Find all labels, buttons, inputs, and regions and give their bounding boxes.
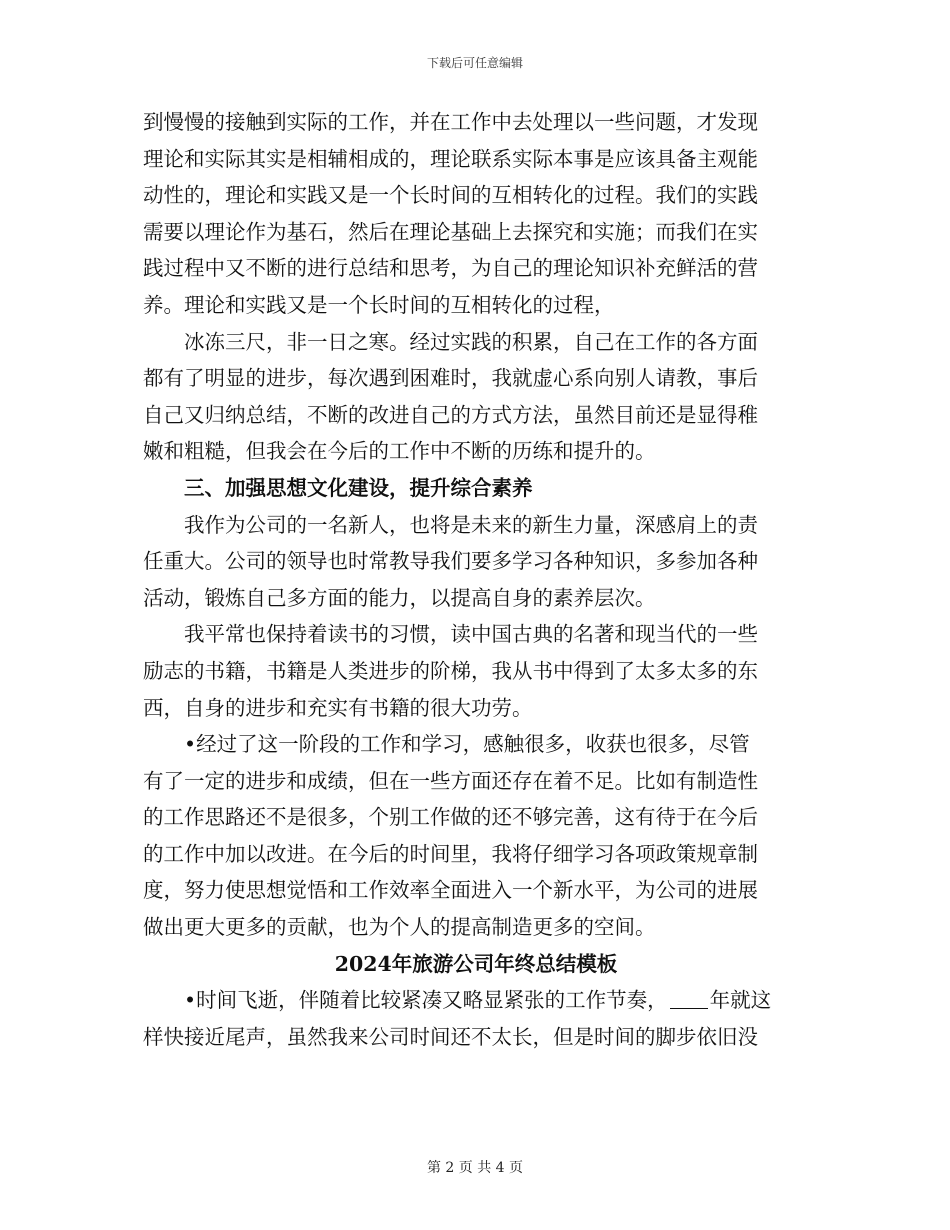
- text-line: 都有了明显的进步，每次遇到困难时，我就虚心系向别人请教，事后: [143, 366, 758, 391]
- text-line: 活动，锻炼自己多方面的能力，以提高自身的素养层次。: [143, 585, 656, 610]
- text-line: 的工作思路还不是很多，个别工作做的还不够完善，这有待于在今后: [143, 805, 758, 830]
- text-line: 样快接近尾声，虽然我来公司时间还不太长，但是时间的脚步依旧没: [143, 1024, 758, 1049]
- text-line: 度，努力使思想觉悟和工作效率全面进入一个新水平，为公司的进展: [143, 878, 758, 903]
- text-line: 嫩和粗糙，但我会在今后的工作中不断的历练和提升的。: [143, 439, 656, 464]
- paragraph-time-flies: [143, 982, 809, 1055]
- paragraph-summary: [143, 726, 809, 946]
- text-line: [143, 982, 809, 1019]
- text-line: 理论和实际其实是相辅相成的，理论联系实际本事是应该具备主观能: [143, 146, 758, 171]
- document-body: [143, 104, 809, 1055]
- page-footer: 第 2 页 共 4 页: [426, 1160, 524, 1176]
- page-header: 下载后可任意编辑: [426, 56, 523, 70]
- text-line: 做出更大更多的贡献，也为个人的提高制造更多的空间。: [143, 915, 656, 940]
- text-line: 励志的书籍，书籍是人类进步的阶梯，我从书中得到了太多太多的东: [143, 658, 758, 683]
- paragraph-accumulation: [143, 324, 809, 470]
- text-line: 有了一定的进步和成绩，但在一些方面还存在着不足。比如有制造性: [143, 768, 758, 793]
- text-segment: •时间飞逝，伴随着比较紧凑又略显紧张的工作节奏，: [184, 988, 668, 1013]
- text-line: 践过程中又不断的进行总结和思考，为自己的理论知识补充鲜活的营: [143, 256, 758, 281]
- text-segment: 年就这: [709, 988, 772, 1013]
- text-line: 养。理论和实践又是一个长时间的互相转化的过程，: [143, 292, 615, 317]
- paragraph-new-member: [143, 507, 809, 617]
- text-line: 我平常也保持着读书的习惯，读中国古典的名著和现当代的一些: [184, 622, 758, 647]
- text-line: 到慢慢的接触到实际的工作，并在工作中去处理以一些问题，才发现: [143, 110, 758, 134]
- text-line: 需要以理论作为基石，然后在理论基础上去探究和实施；而我们在实: [143, 219, 758, 244]
- paragraph-reading: [143, 616, 809, 726]
- section-heading: 三、加强思想文化建设，提升综合素养: [184, 475, 533, 500]
- text-line: 任重大。公司的领导也时常教导我们要多学习各种知识，多参加各种: [143, 549, 758, 574]
- text-line: 西，自身的进步和充实有书籍的很大功劳。: [143, 695, 533, 720]
- text-line: 我作为公司的一名新人，也将是未来的新生力量，深感肩上的责: [184, 512, 758, 537]
- text-line: 冰冻三尺，非一日之寒。经过实践的积累，自己在工作的各方面: [184, 329, 758, 354]
- paragraph-theory-practice: [143, 104, 809, 324]
- text-line: 的工作中加以改进。在今后的时间里，我将仔细学习各项政策规章制: [143, 841, 758, 866]
- text-line: 动性的，理论和实践又是一个长时间的互相转化的过程。我们的实践: [143, 183, 758, 208]
- document-title: 2024年旅游公司年终总结模板: [334, 951, 618, 976]
- text-line: •经过了这一阶段的工作和学习，感触很多，收获也很多，尽管: [184, 732, 750, 757]
- fill-in-blank: [670, 988, 708, 1009]
- text-line: 自己又归纳总结，不断的改进自己的方式方法，虽然目前还是显得稚: [143, 402, 758, 427]
